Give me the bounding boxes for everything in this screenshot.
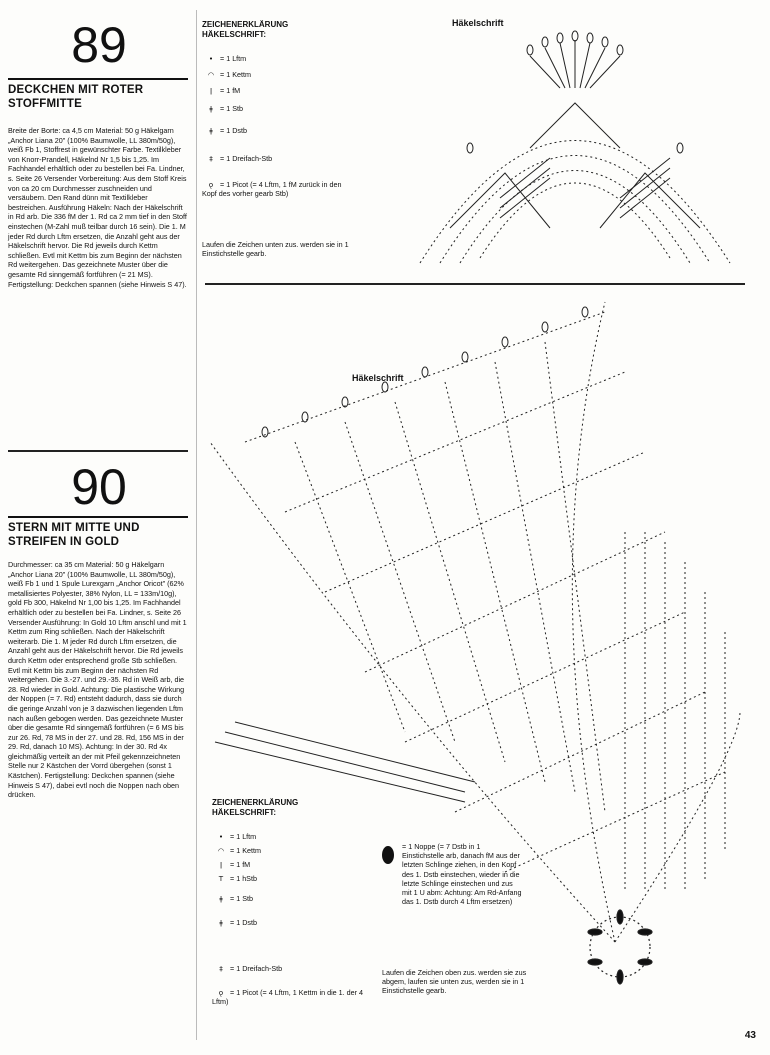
chain-stitch-icon: • bbox=[218, 832, 224, 841]
reading-note: Laufen die Zeichen unten zus. werden sie in 1 Einstichstelle gearb. bbox=[202, 240, 349, 258]
pattern-number-90: 90 bbox=[71, 459, 127, 515]
triple-crochet-icon: ǂ bbox=[219, 918, 223, 927]
legend-heading: ZEICHENERKLÄRUNG HÄKELSCHRIFT: bbox=[212, 798, 299, 817]
chart-label-90: Häkelschrift bbox=[352, 373, 404, 383]
legend-heading: ZEICHENERKLÄRUNG HÄKELSCHRIFT: bbox=[202, 20, 289, 39]
legend-entry: = 1 Picot (= 4 Lftm, 1 Kettm in die 1. der 4 Lftm) bbox=[212, 988, 364, 1006]
legend-entry: = 1 Dstb bbox=[230, 918, 257, 927]
triple-treble-icon: ‡ bbox=[209, 154, 213, 163]
pattern-number-89: 89 bbox=[71, 17, 127, 73]
reading-note-90: Laufen die Zeichen oben zus. werden sie zus abgem, laufen sie unten zus, werden sie in 1 Einstichstelle gearb. bbox=[382, 968, 527, 996]
slip-stitch-icon: ◠ bbox=[207, 70, 215, 79]
noppe-icon bbox=[382, 846, 394, 864]
legend-89 bbox=[202, 20, 382, 258]
pattern-text-89: Breite der Borte: ca 4,5 cm Material: 50 g Häkelgarn „Anchor Liana 20" (100% Baumwolle, LL 380m/50g), weiß Fb 1, Stoffrest in gewünschter Farbe. Textilkleber von Knorr-Prandell, Häkelnd Nr 1,5 bis 1,25. Im Fachhandel erhältlich oder zu bestellen bei Fa. Lindner, s. Seite 26 Versender Vorbereitung: Aus dem Stoff Kreis von ca 20 cm Durchmesser zuschneiden und versäubern. Den Rand dünn mit Textilkleber bestreichen. Ausführung Häkeln: Nach der Häkelschrift in Rd arb. Die 336 fM der 1. Rd ca 2 mm tief in den Stoff einstechen (M-Zahl muß teilbar durch 16 sein). Die 1. M jeder Rd durch Lftm ersetzen, die Anzahl geht aus der Häkelschrift hervor. Die Rd jeweils durch Kettm schließen. Evtl mit Kettm bis zum Beginn der nächsten Rd weitergehen. Das gezeichnete Muster über die gesamte Rd sinngemäß fortführen (= 21 MS). Fertigstellung: Deckchen spannen (siehe Hinweis S 47). bbox=[8, 126, 187, 289]
legend-entry: = 1 Kettm bbox=[230, 846, 261, 855]
picot-icon: ǫ bbox=[208, 180, 214, 189]
crochet-chart-89 bbox=[410, 28, 740, 278]
single-crochet-icon: ǀ bbox=[209, 86, 213, 95]
legend-entry: = 1 Lftm bbox=[220, 54, 247, 63]
slip-stitch-icon: ◠ bbox=[217, 846, 225, 855]
page-number: 43 bbox=[744, 1030, 756, 1041]
legend-entry: = 1 Stb bbox=[230, 894, 253, 903]
half-double-crochet-icon: T bbox=[218, 874, 224, 883]
legend-entry: = 1 Lftm bbox=[230, 832, 257, 841]
double-crochet-icon: ǂ bbox=[209, 104, 213, 113]
legend-entry: = 1 Stb bbox=[220, 104, 243, 113]
legend-90 bbox=[212, 798, 382, 1006]
triple-crochet-icon: ǂ bbox=[209, 126, 213, 135]
legend-entry: = 1 Dstb bbox=[220, 126, 247, 135]
legend-entry: = 1 fM bbox=[220, 86, 241, 95]
pattern-text-90: Durchmesser: ca 35 cm Material: 50 g Häkelgarn „Anchor Liana 20" (100% Baumwolle, LL 380m/50g), weiß Fb 1 und 1 Spule Lurexgarn „Anchor Oricot" (62% metallisiertes Polyester, 38% Nylon, LL = 133m/10g), gold Fb 300, Häkelnd Nr 1,00 bis 1,25. Im Fachhandel erhältlich oder zu bestellen bei Fa. Lindner, s. Seite 26 Versender Ausführung: In Gold 10 Lftm anschl und mit 1 Kettm zum Ring schließen. Nach der Häkelschrift weiterarb. Die 1. M jeder Rd durch Lftm ersetzen, die Anzahl geht aus der Häkelschrift hervor. Die Rd jeweils durch Kettm oder entsprechend große Stb schließen. Evtl mit Kettm bis zum Beginn der nächsten Rd weitergehen. Die 3.-27. und 29.-35. Rd in Weiß arb, die 28. Rd wieder in Gold. Achtung: Die plastische Wirkung der Noppen (= 7. Rd) entsteht dadurch, dass sie durch die geringe Anzahl von je 3 dazwischen liegenden Lftm nach außen gebogen werden. Das gezeichnete Muster über die gesamte Rd sinngemäß fortführen (= 6 MS bis zur 26. Rd, 78 MS in der 27. und 28. Rd, 156 MS in der 29. Rd, danach 10 MS). Achtung: In der 30. Rd 4x gleichmäßig verteilt an der mit Pfeil gekennzeichneten Stelle nur 2 Kästchen der Vorrd übergehen (sonst 1 Kästchen). Fertigstellung: Deckchen spannen (siehe Hinweis S 47), dabei evtl noch die Noppen nach oben drücken. bbox=[8, 560, 187, 800]
legend-entry: = 1 Kettm bbox=[220, 70, 251, 79]
noppe-note: = 1 Noppe (= 7 Dstb in 1 Einstichstelle arb, danach fM aus der letzten Schlinge ziehen, in den Kopf des 1. Dstb einstechen, wieder in die letzte Schlinge einstechen und zus mit 1 U abm: Achtung: Am Rd-Anfang das 1. Dstb durch 4 Lftm ersetzen) bbox=[402, 842, 522, 907]
legend-entry: = 1 hStb bbox=[230, 874, 257, 883]
legend-entry: = 1 Dreifach-Stb bbox=[220, 154, 273, 163]
chart-label-89: Häkelschrift bbox=[452, 18, 504, 28]
triple-treble-icon: ‡ bbox=[219, 964, 223, 973]
pattern-title-90: STERN MIT MITTE UND STREIFEN IN GOLD bbox=[8, 516, 188, 549]
pattern-title-89: DECKCHEN MIT ROTER STOFFMITTE bbox=[8, 78, 188, 111]
legend-entry: = 1 Picot (= 4 Lftm, 1 fM zurück in den Kopf des vorher gearb Stb) bbox=[202, 180, 342, 198]
section-divider bbox=[8, 450, 188, 452]
picot-icon: ǫ bbox=[218, 988, 224, 997]
double-crochet-icon: ǂ bbox=[219, 894, 223, 903]
legend-entry: = 1 fM bbox=[230, 860, 251, 869]
chain-stitch-icon: • bbox=[208, 54, 214, 63]
column-divider bbox=[196, 10, 197, 1040]
section-divider-right bbox=[205, 283, 745, 285]
legend-entry: = 1 Dreifach-Stb bbox=[230, 964, 283, 973]
single-crochet-icon: ǀ bbox=[219, 860, 223, 869]
